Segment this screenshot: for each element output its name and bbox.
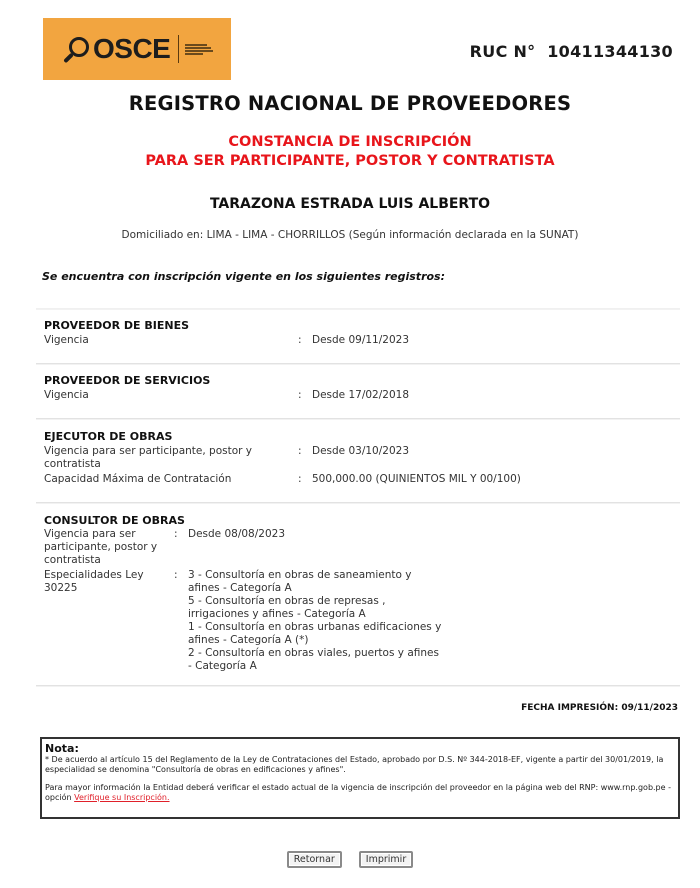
verify-inscription-link[interactable]: Verifique su Inscripción. [74, 793, 170, 802]
row-value: Desde 08/08/2023 [188, 528, 285, 540]
section-title: CONSULTOR DE OBRAS [44, 514, 185, 527]
note-paragraph-2 [45, 783, 675, 803]
certificate-subtitle [0, 133, 700, 171]
registry-bienes [36, 308, 680, 347]
note-paragraph-1: * De acuerdo al artículo 15 del Reglamento de la Ley de Contrataciones del Estado, aprobado por D.S. Nº 344-2018-EF, vigente a partir del 30/01/2019, la especialidad se denomina "Consultoría de obras en edificaciones y afines". [45, 755, 664, 774]
row-value: 500,000.00 (QUINIENTOS MIL Y 00/100) [312, 473, 521, 485]
subtitle-line-2: PARA SER PARTICIPANTE, POSTOR Y CONTRATISTA [145, 153, 555, 169]
logo-text: OSCE [93, 33, 171, 64]
specialty-item: 2 - Consultoría en obras viales, puertos y afines - Categoría A [188, 647, 439, 672]
action-buttons [0, 851, 700, 868]
magnifier-icon [63, 34, 91, 64]
specialty-item: 3 - Consultoría en obras de saneamiento y afines - Categoría A [188, 569, 412, 594]
note-title: Nota: [45, 742, 79, 755]
registry-row: Vigencia : Desde 17/02/2018 [44, 389, 409, 401]
registry-row: Capacidad Máxima de Contratación : 500,000.00 (QUINIENTOS MIL Y 00/100) [44, 473, 521, 485]
registry-ejecutor [36, 418, 680, 486]
registry-row: Vigencia para ser participante, postor y contratista : Desde 08/08/2023 [44, 528, 680, 567]
row-label: Especialidades Ley 30225 [44, 569, 144, 594]
row-label: Vigencia [44, 389, 89, 401]
row-label: Capacidad Máxima de Contratación [44, 473, 232, 485]
specialty-item: 5 - Consultoría en obras de represas , irrigaciones y afines - Categoría A [188, 595, 386, 620]
ruc-label: RUC N° [469, 42, 536, 61]
logo-separator [178, 35, 179, 63]
section-title: PROVEEDOR DE SERVICIOS [44, 374, 211, 387]
registry-consultor [36, 502, 680, 687]
registry-row: Vigencia : Desde 09/11/2023 [44, 334, 409, 346]
domicile-text: Domiciliado en: LIMA - LIMA - CHORRILLOS (Según información declarada en la SUNAT) [121, 229, 579, 241]
section-title: EJECUTOR DE OBRAS [44, 430, 173, 443]
subtitle-line-1: CONSTANCIA DE INSCRIPCIÓN [228, 134, 472, 150]
page-title: REGISTRO NACIONAL DE PROVEEDORES [128, 92, 572, 115]
osce-logo [43, 18, 231, 80]
row-value: Desde 17/02/2018 [312, 389, 409, 401]
row-value: Desde 03/10/2023 [312, 445, 409, 457]
registry-row: Especialidades Ley 30225 : 3 - Consultoría en obras de saneamiento y afines - Categoría A 5 - Consultoría en obras de represas , irrigaciones y afines - Categoría A 1 - Consultoría en obras urbanas edificaciones y afines - Categoría A (*) 2 - Consultoría en obras viales, puertos y afines - Categoría A [44, 569, 680, 673]
note-paragraph-2-text: Para mayor información la Entidad deberá verificar el estado actual de la vigencia de inscripción del proveedor en la página web del RNP: www.rnp.gob.pe - opción [45, 783, 671, 802]
registry-servicios [36, 363, 680, 402]
specialties-list [188, 569, 446, 673]
note-box [40, 737, 680, 819]
provider-name: TARAZONA ESTRADA LUIS ALBERTO [209, 196, 491, 212]
back-button[interactable]: Retornar [287, 851, 342, 868]
print-date-value: 09/11/2023 [621, 703, 678, 713]
specialty-item: 1 - Consultoría en obras urbanas edificaciones y afines - Categoría A (*) [188, 621, 442, 646]
row-value: Desde 09/11/2023 [312, 334, 409, 346]
row-label: Vigencia para ser participante, postor y contratista [44, 528, 158, 566]
print-date [521, 703, 678, 713]
logo-subtext [185, 44, 213, 55]
row-label: Vigencia [44, 334, 89, 346]
print-button[interactable]: Imprimir [359, 851, 413, 868]
registries-intro: Se encuentra con inscripción vigente en los siguientes registros: [42, 270, 445, 283]
registry-row: Vigencia para ser participante, postor y contratista : Desde 03/10/2023 [44, 445, 409, 470]
section-title: PROVEEDOR DE BIENES [44, 319, 190, 332]
ruc [470, 42, 673, 61]
divider [36, 685, 680, 687]
ruc-number: 10411344130 [547, 42, 673, 61]
row-label: Vigencia para ser participante, postor y contratista [44, 445, 253, 470]
print-date-label: FECHA IMPRESIÓN: [521, 703, 619, 713]
